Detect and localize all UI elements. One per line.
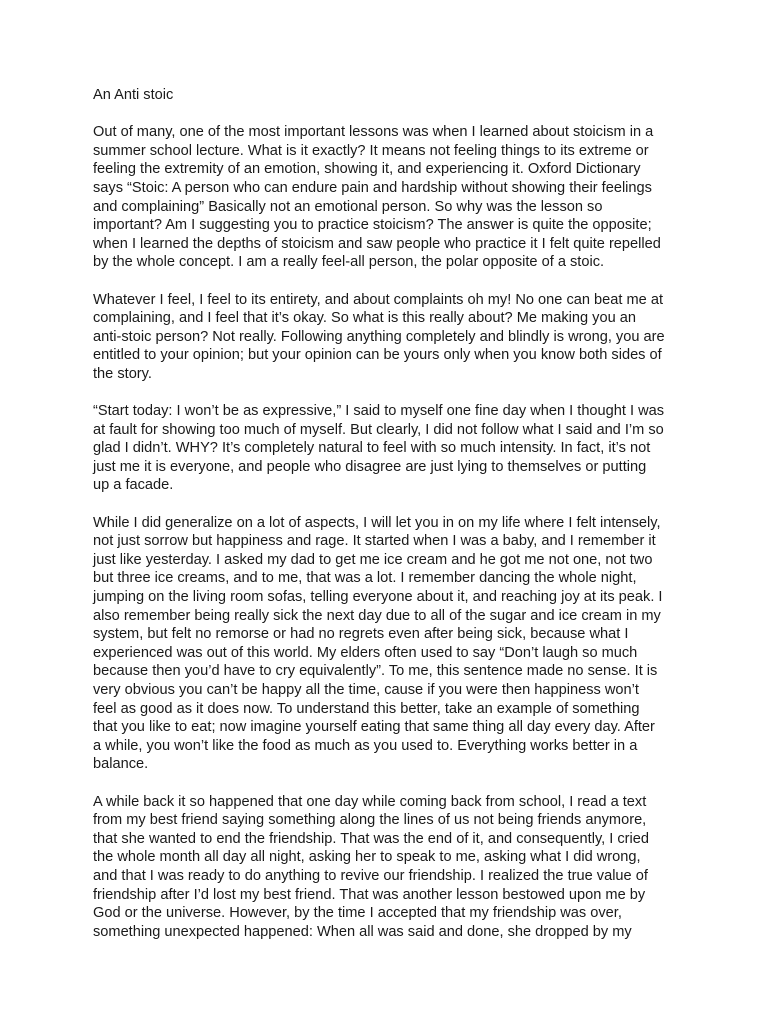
paragraph-3 — [93, 402, 706, 495]
text-line: when I learned the depths of stoicism and saw people who practice it I felt quite repelled — [93, 235, 661, 252]
text-line: feel as good as it does now. To understand this better, take an example of something — [93, 700, 640, 717]
text-line: While I did generalize on a lot of aspects, I will let you in on my life where I felt intensely, — [93, 514, 661, 531]
text-line: the story. — [93, 365, 152, 382]
text-line: God or the universe. However, by the time I accepted that my friendship was over, — [93, 905, 622, 922]
text-line: something unexpected happened: When all was said and done, she dropped by my — [93, 923, 632, 940]
text-line: “Start today: I won’t be as expressive,” I said to myself one fine day when I thought I was — [93, 403, 665, 420]
paragraph-5 — [93, 793, 706, 942]
text-line: that she wanted to end the friendship. That was the end of it, and consequently, I cried — [93, 830, 650, 847]
text-line: just me it is everyone, and people who disagree are just lying to themselves or putting — [93, 458, 647, 475]
text-line: balance. — [93, 756, 149, 773]
text-line: the whole month all day all night, asking her to speak to me, asking what I did wrong, — [93, 849, 641, 866]
text-line: just like yesterday. I asked my dad to get me ice cream and he got me not one, not two — [93, 551, 653, 568]
text-line: entitled to your opinion; but your opinion can be yours only when you know both sides of — [93, 347, 662, 364]
text-line: friendship after I’d lost my best friend. That was another lesson bestowed upon me by — [93, 886, 646, 903]
text-line: summer school lecture. What is it exactly? It means not feeling things to its extreme or — [93, 142, 649, 159]
text-line: jumping on the living room sofas, telling everyone about it, and reaching joy at its peak. I — [93, 589, 663, 606]
text-line: not just sorrow but happiness and rage. It started when I was a baby, and I remember it — [93, 533, 656, 550]
text-line: important? Am I suggesting you to practice stoicism? The answer is quite the opposite; — [93, 217, 652, 234]
document-title: An Anti stoic — [93, 87, 174, 103]
document-body — [93, 86, 706, 941]
text-line: and complaining” Basically not an emotional person. So why was the lesson so — [93, 198, 603, 215]
text-line: also remember being really sick the next day due to all of the sugar and ice cream in my — [93, 607, 661, 624]
text-line: because then you’d have to cry equivalently”. To me, this sentence made no sense. It is — [93, 663, 658, 680]
text-line: Whatever I feel, I feel to its entirety, and about complaints oh my! No one can beat me at — [93, 291, 663, 308]
text-line: at fault for showing too much of myself. But clearly, I did not follow what I said and I’m so — [93, 421, 664, 438]
text-line: up a facade. — [93, 477, 174, 494]
paragraph-1 — [93, 123, 706, 272]
text-line: experienced was out of this world. My elders often used to say “Don’t laugh so much — [93, 644, 638, 661]
text-line: feeling the extremity of an emotion, showing it, and experiencing it. Oxford Dictionary — [93, 161, 641, 178]
text-line: but three ice creams, and to me, that was a lot. I remember dancing the whole night, — [93, 570, 637, 587]
paragraph-2 — [93, 291, 706, 384]
paragraph-container — [93, 123, 706, 941]
text-line: glad I didn’t. WHY? It’s completely natural to feel with so much intensity. In fact, it’s not — [93, 440, 651, 457]
text-line: a while, you won’t like the food as much as you used to. Everything works better in a — [93, 737, 638, 754]
text-line: and that I was ready to do anything to revive our friendship. I realized the true value of — [93, 867, 648, 884]
paragraph-4 — [93, 514, 706, 774]
text-line: from my best friend saying something along the lines of us not being friends anymore, — [93, 812, 647, 829]
text-line: says “Stoic: A person who can endure pain and hardship without showing their feelings — [93, 179, 652, 196]
text-line: complaining, and I feel that it’s okay. So what is this really about? Me making you an — [93, 310, 636, 327]
text-line: Out of many, one of the most important lessons was when I learned about stoicism in a — [93, 124, 654, 141]
text-line: that you like to eat; now imagine yourself eating that same thing all day every day. After — [93, 719, 655, 736]
text-line: very obvious you can’t be happy all the time, cause if you were then happiness won’t — [93, 682, 639, 698]
text-line: by the whole concept. I am a really feel-all person, the polar opposite of a stoic. — [93, 254, 605, 271]
text-line: system, but felt no remorse or had no regrets even after being sick, because what I — [93, 626, 629, 643]
text-line: A while back it so happened that one day while coming back from school, I read a text — [93, 793, 647, 810]
text-line: anti-stoic person? Not really. Following anything completely and blindly is wrong, you are — [93, 328, 665, 345]
